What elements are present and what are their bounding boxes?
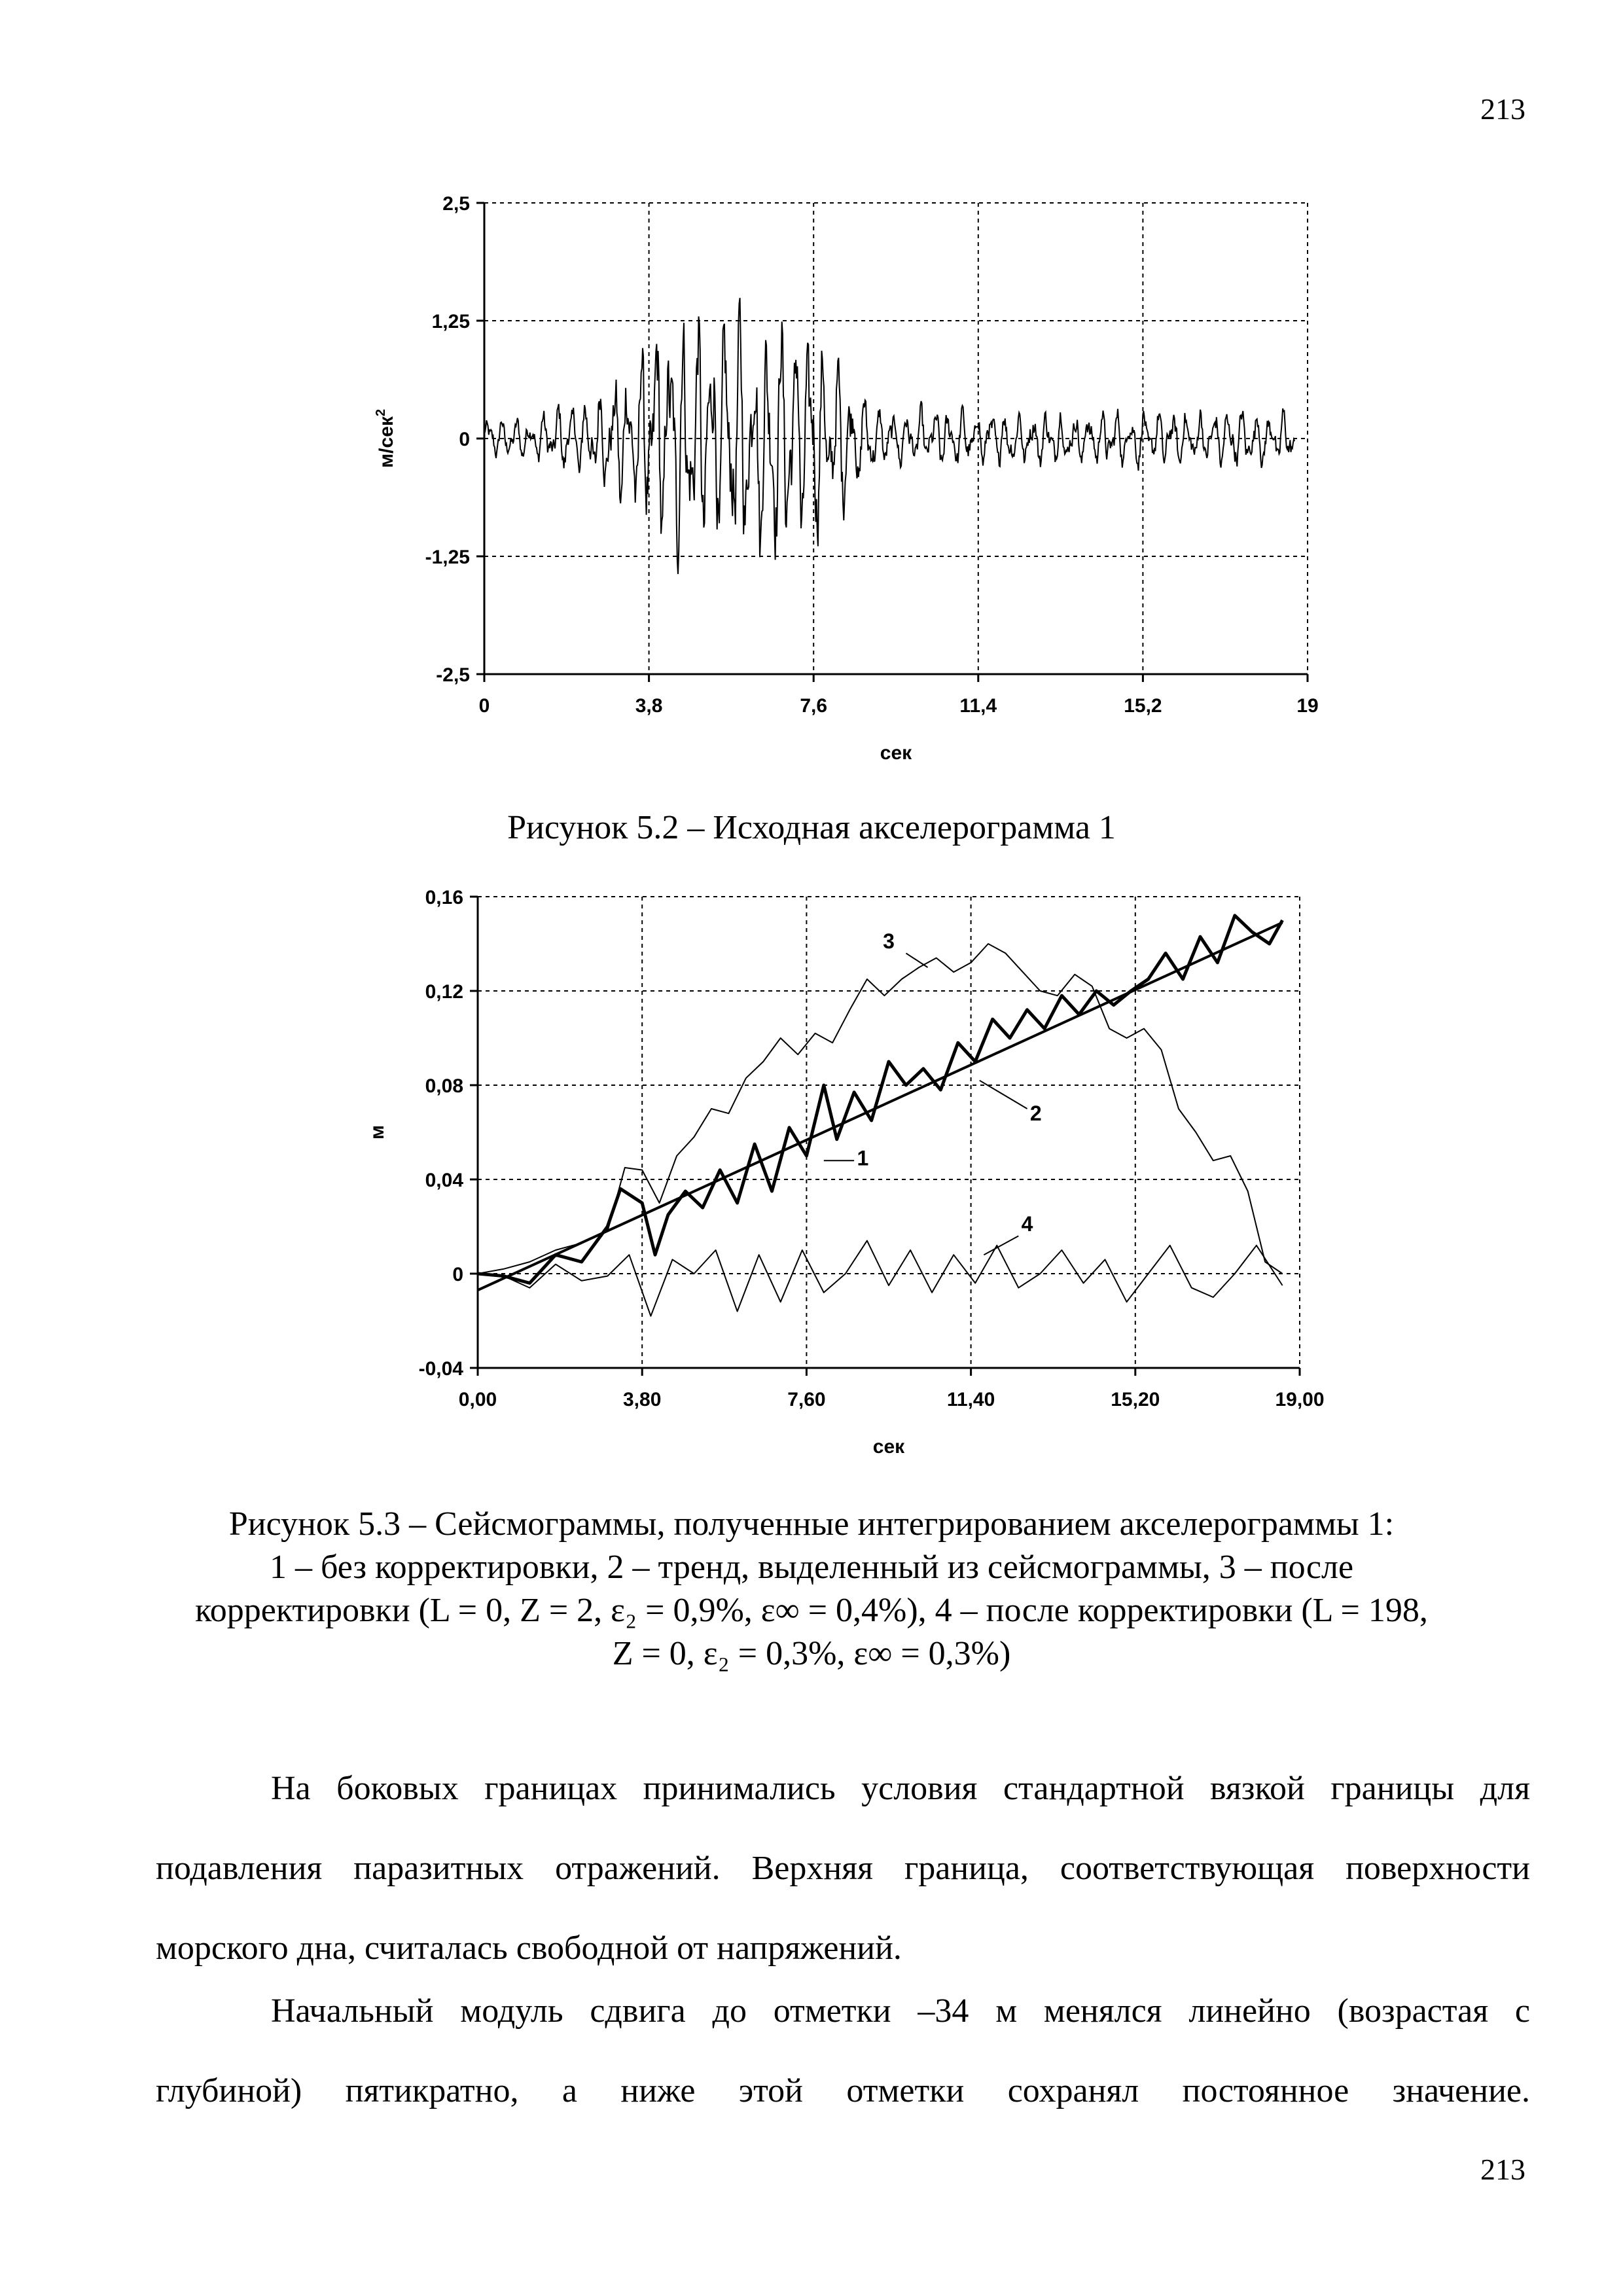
- x-tick-label: 0: [478, 695, 490, 717]
- annotation-label-1: 1: [857, 1146, 869, 1170]
- caption-line-4: Z = 0, ε₂ = 0,3%, ε∞ = 0,3%): [612, 1635, 1011, 1672]
- annotation-label-3: 3: [883, 929, 895, 954]
- series-1-line: [478, 916, 1283, 1283]
- y-tick-label: -1,25: [425, 547, 470, 568]
- x-tick-label: 11,40: [946, 1389, 995, 1410]
- figure-5-3-caption: [0, 1503, 1623, 1676]
- y-tick-label: 2,5: [442, 193, 470, 215]
- x-tick-label: 15,20: [1111, 1389, 1160, 1410]
- y-tick-label: 0: [459, 429, 470, 450]
- y-axis-label-superscript: 2: [374, 408, 388, 417]
- figure-5-2-caption: [0, 806, 1623, 850]
- y-axis-label: м/сек$^2$: [374, 408, 397, 469]
- x-tick-label: 11,4: [959, 695, 997, 717]
- series-3-line: [478, 944, 1283, 1274]
- x-tick-label: 0,00: [458, 1389, 497, 1410]
- paragraph-text-line-2: глубиной) пятикратно, а ниже этой отметки сохранял постоянное значение.: [156, 2072, 1530, 2109]
- annotation-label-4: 4: [1021, 1212, 1033, 1236]
- annotation-leader-line: [906, 953, 927, 967]
- y-tick-label: 0: [452, 1264, 463, 1285]
- paragraph-text-line-1: Начальный модуль сдвига до отметки –34 м менялся линейно (возрастая с: [271, 1992, 1530, 2030]
- y-tick-label: -2,5: [436, 664, 470, 686]
- x-axis-label: сек: [872, 1436, 905, 1458]
- x-axis-label: сек: [880, 742, 912, 764]
- x-tick-label: 7,60: [787, 1389, 826, 1410]
- series-4-line: [478, 1241, 1283, 1316]
- y-tick-label: -0,04: [418, 1358, 463, 1380]
- caption-line-3: корректировки (L = 0, Z = 2, ε₂ = 0,9%, ε∞ = 0,4%), 4 – после корректировки (L = 198,: [195, 1592, 1428, 1629]
- accelerogram-chart: [366, 183, 1335, 772]
- annotation-leader-line: [984, 1236, 1018, 1255]
- caption-line-1: Рисунок 5.3 – Сейсмограммы, полученные интегрированием акселерограммы 1:: [228, 1505, 1395, 1543]
- x-tick-label: 3,8: [635, 695, 663, 717]
- x-tick-label: 19: [1296, 695, 1319, 717]
- paragraph-shear-modulus: [156, 1971, 1530, 2131]
- y-tick-label: 0,04: [425, 1170, 463, 1191]
- x-tick-label: 3,80: [623, 1389, 662, 1410]
- caption-line: Рисунок 5.2 – Исходная акселерограмма 1: [507, 809, 1116, 846]
- accelerogram-series-line: [484, 298, 1294, 574]
- x-tick-label: 7,6: [800, 695, 828, 717]
- paragraph-boundary-conditions: [156, 1749, 1530, 1988]
- caption-line-2: 1 – без корректировки, 2 – тренд, выделенный из сейсмограммы, 3 – после: [269, 1549, 1354, 1586]
- y-tick-label: 0,16: [425, 887, 463, 908]
- seismogram-chart: [353, 877, 1335, 1466]
- annotation-label-2: 2: [1029, 1102, 1042, 1125]
- x-tick-label: 19,00: [1275, 1389, 1325, 1410]
- y-tick-label: 1,25: [431, 311, 470, 332]
- y-axis-label: м: [366, 1124, 388, 1140]
- page-number-bottom: 213: [1480, 2153, 1525, 2186]
- y-tick-label: 0,08: [425, 1075, 463, 1097]
- page-number-top: 213: [1480, 92, 1525, 126]
- paragraph-text: На боковых границах принимались условия стандартной вязкой границы для подавления паразитных отражений. Верхняя граница, соответствующая поверхности морского дна, считалась свободной от напряжений.: [156, 1770, 1530, 1967]
- x-tick-label: 15,2: [1124, 695, 1162, 717]
- y-tick-label: 0,12: [425, 981, 463, 1003]
